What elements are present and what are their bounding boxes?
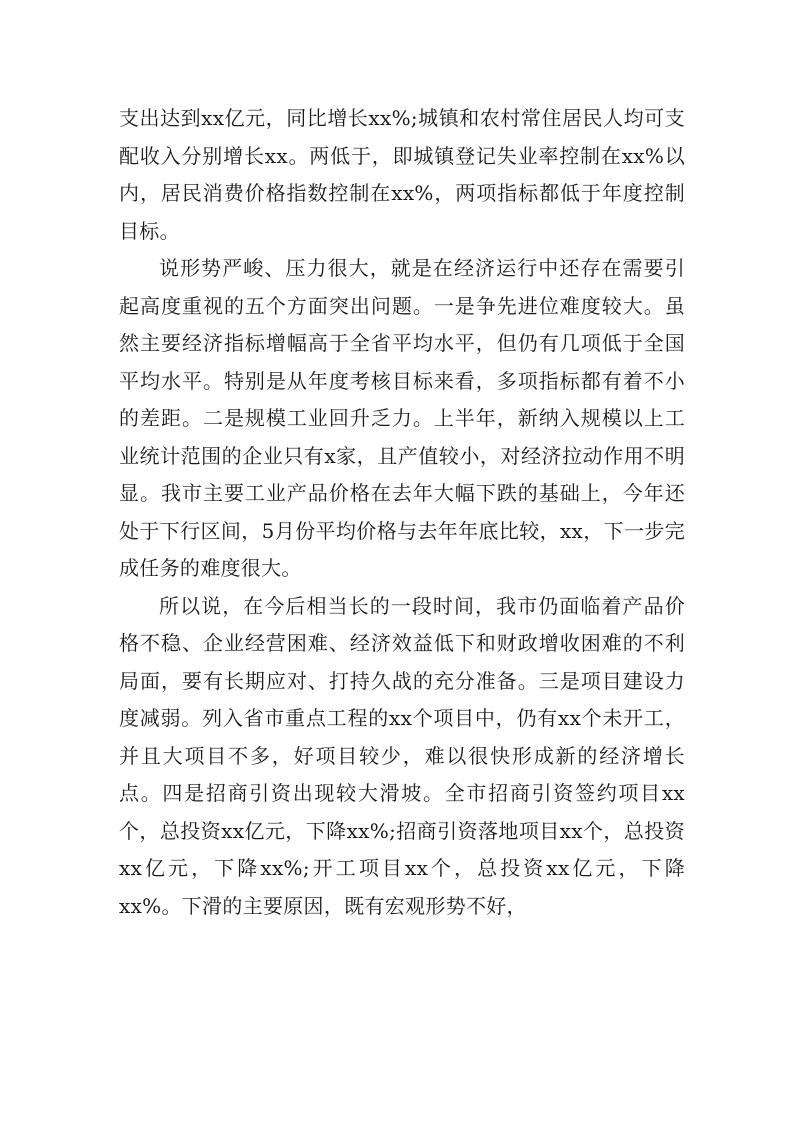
paragraph-problems: 说形势严峻、压力很大，就是在经济运行中还存在需要引起高度重视的五个方面突出问题。一是争先进位难度较大。虽然主要经济指标增幅高于全省平均水平，但仍有几项低于全国平均水平。特别是从年度考核目标来看，多项指标都有着不小的差距。二是规模工业回升乏力。上半年，新纳入规模以上工业统计范围的企业只有x家，且产值较小，对经济拉动作用不明显。我市主要工业产品价格在去年大幅下跌的基础上，今年还处于下行区间，5月份平均价格与去年年底比较，xx，下一步完成任务的难度很大。 — [119, 256, 685, 580]
paragraph-outlook: 所以说，在今后相当长的一段时间，我市仍面临着产品价格不稳、企业经营困难、经济效益低下和财政增收困难的不利局面，要有长期应对、打持久战的充分准备。三是项目建设力度减弱。列入省市重点工程的xx个项目中，仍有xx个未开工，并且大项目不多，好项目较少，难以很快形成新的经济增长点。四是招商引资出现较大滑坡。全市招商引资签约项目xx个，总投资xx亿元，下降xx%;招商引资落地项目xx个，总投资xx亿元，下降xx%;开工项目xx个，总投资xx亿元，下降xx%。下滑的主要原因，既有宏观形势不好， — [119, 593, 685, 918]
paragraph-continuation: 支出达到xx亿元，同比增长xx%;城镇和农村常住居民人均可支配收入分别增长xx。两低于，即城镇登记失业率控制在xx%以内，居民消费价格指数控制在xx%，两项指标都低于年度控制目标。 — [119, 106, 685, 243]
document-body — [119, 100, 685, 925]
